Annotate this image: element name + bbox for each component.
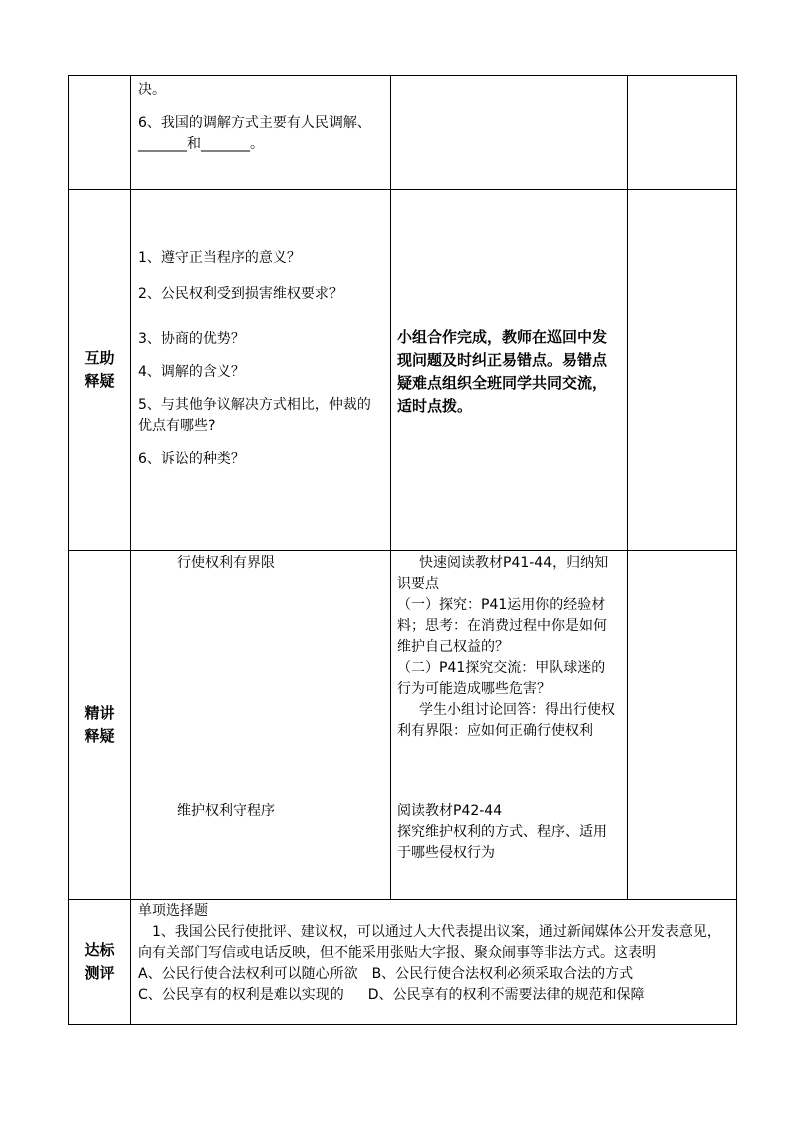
- activity-line: （一）探究：P41运用你的经验材料；思考：在消费过程中你是如何维护自己权益的？: [397, 597, 607, 655]
- group-work-instruction: 小组合作完成，教师在巡回中发现问题及时纠正易错点。易错点疑难点组织全班同学共同交流，适时点拨。: [397, 328, 608, 415]
- activity-line: （二）P41探究交流：甲队球迷的行为可能造成哪些危害？: [397, 660, 606, 697]
- question-item: 1、遵守正当程序的意义？: [138, 250, 301, 266]
- option-a: A、公民行使合法权利可以随心所欲: [138, 966, 358, 982]
- question-item: 4、调解的含义？: [138, 364, 245, 380]
- reading-activity: [397, 801, 619, 864]
- continued-text: 决。: [138, 82, 166, 98]
- lesson-plan-table: [68, 75, 737, 1025]
- content-cell: [131, 76, 391, 190]
- topic-heading: 行使权利有界限: [177, 555, 275, 571]
- topic-heading: 维护权利守程序: [177, 803, 275, 819]
- option-c: C、公民享有的权利是难以实现的: [138, 987, 344, 1003]
- activity-line: 探究维护权利的方式、程序、适用于哪些侵权行为: [397, 824, 607, 861]
- activity-line: 阅读教材P42-44: [397, 803, 503, 819]
- question-item: 5、与其他争议解决方式相比，仲裁的优点有哪些?: [138, 397, 371, 434]
- question-6-fill-in: 6、我国的调解方式主要有人民调解、_______和_______。: [138, 115, 371, 152]
- table-row: [69, 551, 737, 900]
- activity-cell: [391, 190, 628, 551]
- activity-line: 快速阅读教材P41-44，归纳知识要点: [397, 555, 609, 592]
- table-row: [69, 190, 737, 551]
- section-label-assessment: 达标 测评: [69, 900, 131, 1025]
- options-row: [138, 985, 730, 1006]
- assessment-cell: [131, 900, 737, 1025]
- activity-line: 学生小组讨论回答：得出行使权利有界限：应如何正确行使权利: [397, 702, 615, 739]
- notes-cell: [628, 190, 737, 551]
- multiple-choice-question: 1、我国公民行使批评、建议权，可以通过人大代表提出议案，通过新闻媒体公开发表意见，向有关部门写信或电话反映，但不能采用张贴大字报、聚众闹事等非法方式。这表明: [138, 924, 721, 961]
- option-b: B、公民行使合法权利必须采取合法的方式: [371, 966, 634, 982]
- activity-cell: [391, 76, 628, 190]
- question-type-heading: 单项选择题: [138, 903, 208, 919]
- notes-cell: [628, 551, 737, 900]
- table-row: [69, 76, 737, 190]
- question-item: 6、诉讼的种类？: [138, 451, 245, 467]
- option-d: D、公民享有的权利不需要法律的规范和保障: [367, 987, 645, 1003]
- questions-cell: [131, 190, 391, 551]
- row-label-cell: [69, 76, 131, 190]
- topics-cell: [131, 551, 391, 900]
- question-item: 2、公民权利受到损害维权要求？: [138, 286, 343, 302]
- section-label-mutual-help: 互助 释疑: [69, 190, 131, 551]
- activity-cell: [391, 551, 628, 900]
- section-label-lecture: 精讲 释疑: [69, 551, 131, 900]
- notes-cell: [628, 76, 737, 190]
- question-item: 3、协商的优势？: [138, 331, 245, 347]
- reading-activity: [397, 553, 619, 742]
- table-row: [69, 900, 737, 1025]
- options-row: [138, 964, 730, 985]
